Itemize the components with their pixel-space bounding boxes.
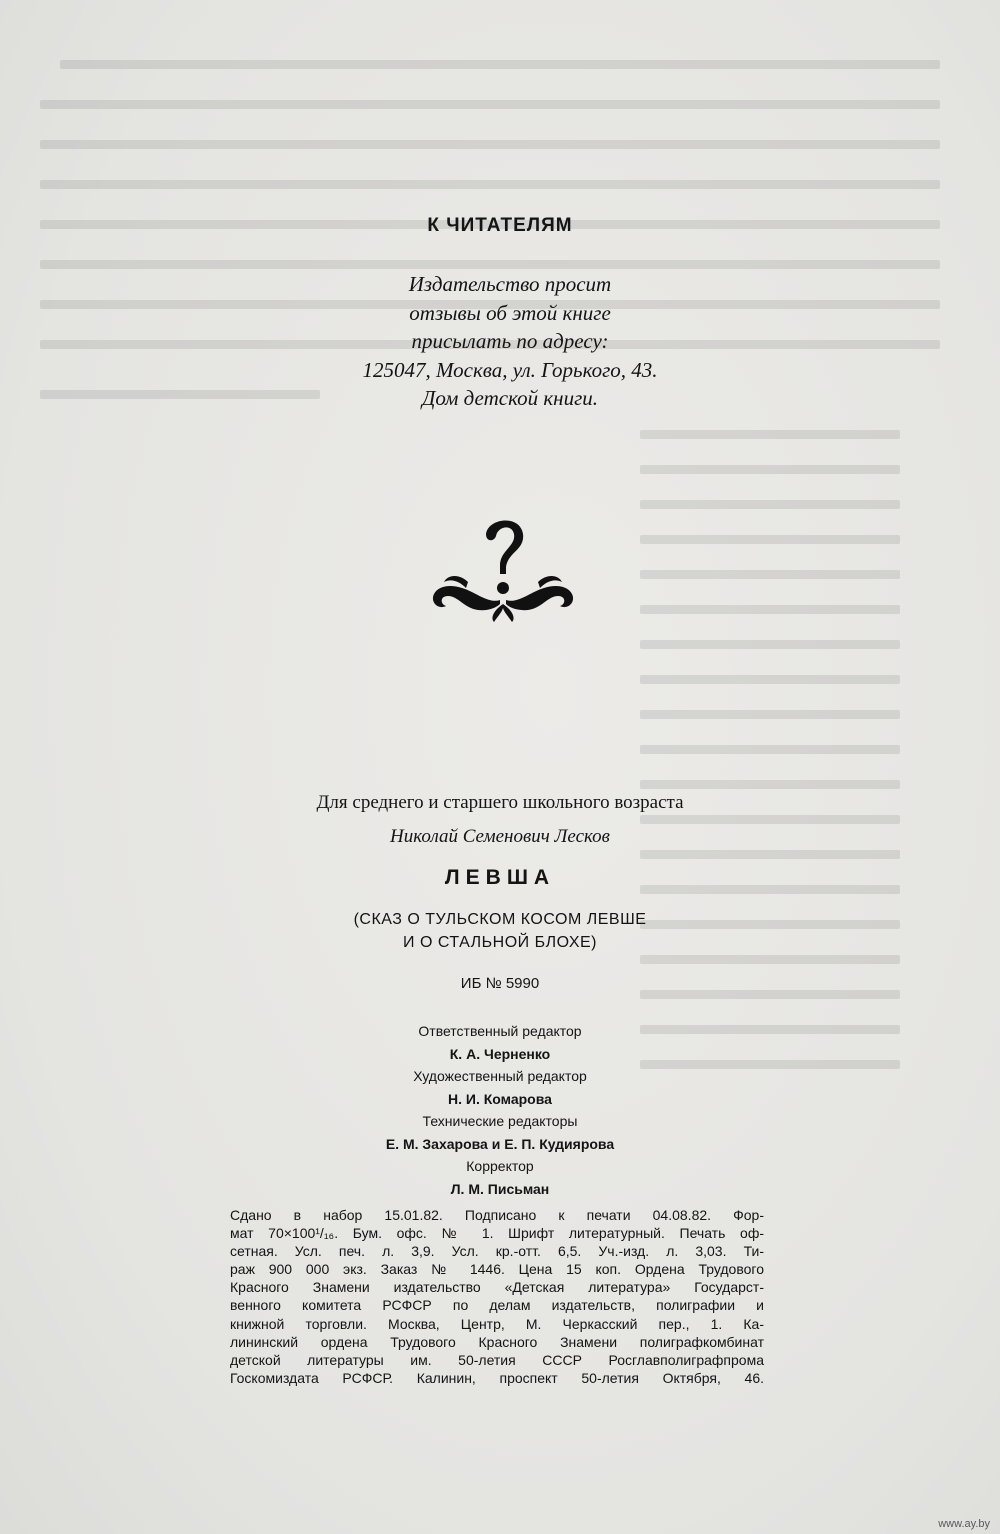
colophon-line: лининский ордена Трудового Красного Знамени полиграфкомбинат: [230, 1333, 764, 1350]
site-watermark: www.ay.by: [938, 1518, 990, 1530]
address-line: отзывы об этой книге: [409, 300, 611, 325]
address-line: присылать по адресу:: [411, 329, 609, 353]
fleuron-ornament-icon: [428, 512, 578, 624]
colophon-line: детской литературы им. 50-летия СССР Росглавполиграфпрома: [230, 1351, 764, 1368]
address-line: Издательство просит: [408, 272, 612, 296]
credit-role: Технические редакторы: [422, 1113, 578, 1129]
address-line: Дом детской книги.: [421, 386, 599, 410]
audience-note: Для среднего и старшего школьного возраста: [316, 792, 684, 813]
colophon-line: Сдано в набор 15.01.82. Подписано к печати 04.08.82. Фор-: [230, 1207, 764, 1223]
credit-name: Л. М. Письман: [450, 1180, 550, 1197]
book-subtitle: [0, 908, 1000, 954]
credit-role: Корректор: [466, 1158, 534, 1174]
credit-name: К. А. Черненко: [449, 1045, 551, 1062]
book-title: ЛЕВША: [444, 866, 556, 889]
author-name: Николай Семенович Лесков: [390, 826, 610, 847]
credit-name: Н. И. Комарова: [448, 1090, 552, 1107]
colophon-line: раж 900 000 экз. Заказ № 1446. Цена 15 коп. Ордена Трудового: [230, 1261, 764, 1278]
credits-block: [0, 1020, 1000, 1200]
colophon-line: Госкомиздата РСФСР. Калинин, проспект 50-летия Октября, 46.: [230, 1369, 764, 1386]
colophon: [230, 1206, 764, 1387]
colophon-line: Красного Знамени издательство «Детская литература» Государст-: [230, 1279, 764, 1296]
credit-name: Е. М. Захарова и Е. П. Кудиярова: [385, 1135, 615, 1152]
colophon-line: венного комитета РСФСР по делам издательств, полиграфии и: [230, 1297, 764, 1314]
colophon-line: мат 70×100¹/₁₆. Бум. офс. № 1. Шрифт литературный. Печать оф-: [230, 1225, 764, 1242]
credit-role: Ответственный редактор: [418, 1023, 582, 1039]
subtitle-line: (СКАЗ О ТУЛЬСКОМ КОСОМ ЛЕВШЕ: [353, 911, 647, 928]
colophon-line: книжной торговли. Москва, Центр, М. Черкасский пер., 1. Ка-: [230, 1315, 764, 1332]
page-heading: К ЧИТАТЕЛЯМ: [427, 215, 573, 236]
colophon-line: сетная. Усл. печ. л. 3,9. Усл. кр.-отт. 6,5. Уч.-изд. л. 3,03. Ти-: [230, 1243, 764, 1260]
ib-number: ИБ № 5990: [460, 975, 540, 992]
address-line: 125047, Москва, ул. Горького, 43.: [362, 357, 658, 382]
publisher-address: [0, 270, 1000, 413]
subtitle-line: И О СТАЛЬНОЙ БЛОХЕ): [403, 934, 597, 951]
credit-role: Художественный редактор: [413, 1068, 587, 1084]
